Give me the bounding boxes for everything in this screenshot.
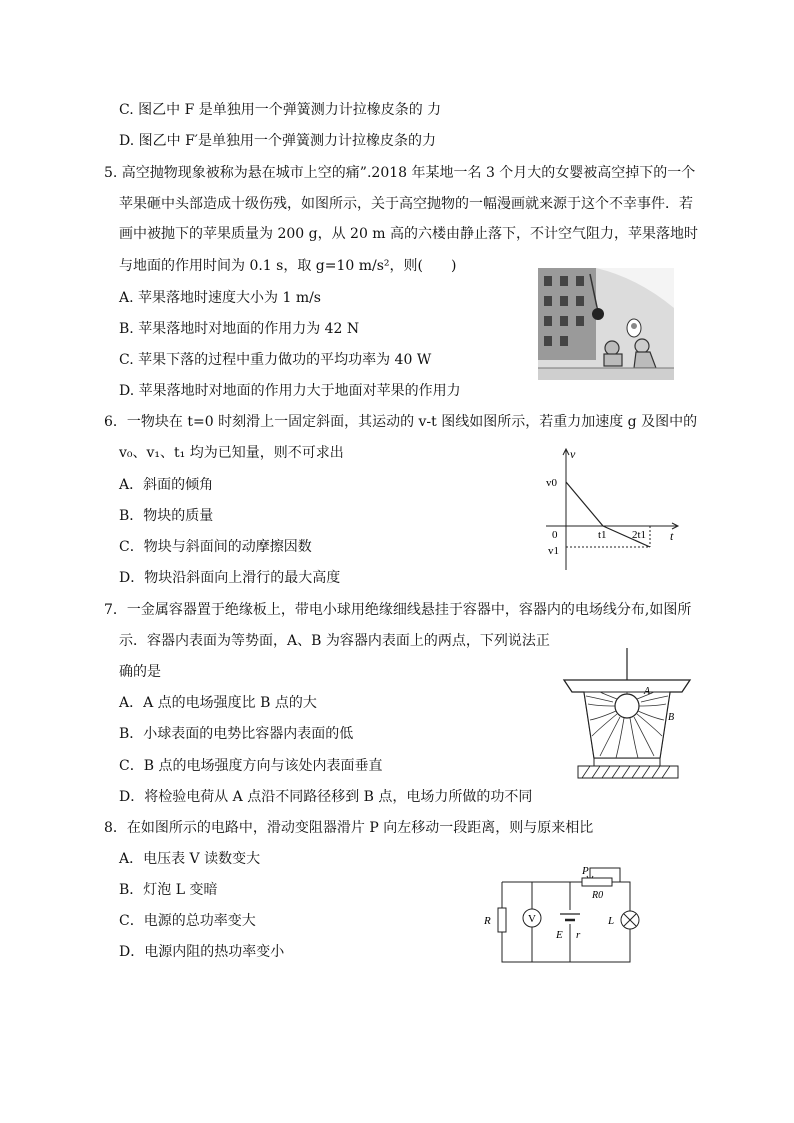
resistor-r-label: R (484, 915, 491, 927)
internal-r-label: r (576, 929, 581, 941)
q5-stem-line3: 画中被抛下的苹果质量为 200 g，从 20 m 高的六楼由静止落下，不计空气阻力，苹果落地时 (119, 226, 699, 242)
point-b-label: B (668, 712, 675, 723)
v1-label: v1 (548, 545, 559, 557)
t1-label: t1 (598, 529, 607, 541)
metal-container-figure (560, 648, 694, 784)
q7-option-c: C．B 点的电场强度方向与该处内表面垂直 (119, 758, 383, 774)
q8-option-b: B．灯泡 L 变暗 (119, 882, 218, 898)
q5-stem-line2: 苹果砸中头部造成十级伤残，如图所示，关于高空抛物的一幅漫画就来源于这个不幸事件．若 (119, 196, 693, 212)
q6-option-c: C．物块与斜面间的动摩擦因数 (119, 539, 312, 555)
2t1-label: 2t1 (632, 529, 647, 541)
emf-e-label: E (556, 929, 563, 941)
q7-option-b: B．小球表面的电势比容器内表面的低 (119, 726, 354, 742)
v-axis-label: v (570, 447, 576, 461)
q8-option-d: D．电源内阻的热功率变小 (119, 944, 285, 960)
q5-stem-line4: 与地面的作用时间为 0.1 s，取 g=10 m/s²，则( ) (119, 258, 457, 274)
q6-option-b: B．物块的质量 (119, 508, 214, 524)
lamp-l-label: L (608, 915, 615, 927)
falling-apple-cartoon (538, 268, 674, 380)
q7-stem-line3: 确的是 (119, 664, 161, 680)
q6-option-a: A．斜面的倾角 (119, 477, 214, 493)
slider-p-label: P (582, 865, 589, 877)
q6-stem-line2: v₀、v₁、t₁ 均为已知量，则不可求出 (119, 445, 344, 461)
v0-label: v0 (546, 477, 557, 489)
q6-stem-line1: 6．一物块在 t=0 时刻滑上一固定斜面，其运动的 v-t 图线如图所示，若重力加速度 g 及图中的 (104, 414, 698, 430)
q7-stem-line1: 7．一金属容器置于绝缘板上，带电小球用绝缘细线悬挂于容器中，容器内的电场线分布,如图所 (104, 602, 692, 618)
vt-graph (540, 446, 682, 574)
voltmeter-label: V (528, 913, 536, 925)
q7-option-a: A．A 点的电场强度比 B 点的大 (119, 695, 317, 711)
q5-stem-line1: 5. 高空抛物现象被称为悬在城市上空的痛”.2018 年某地一名 3 个月大的女婴被高空掉下的一个 (104, 165, 696, 181)
q5-option-a: A. 苹果落地时速度大小为 1 m/s (119, 290, 321, 306)
circuit-diagram (480, 858, 646, 966)
q5-option-b: B. 苹果落地时对地面的作用力为 42 N (119, 321, 360, 337)
q5-option-d: D. 苹果落地时对地面的作用力大于地面对苹果的作用力 (119, 383, 461, 399)
q4-option-d: D. 图乙中 F′是单独用一个弹簧测力计拉橡皮条的力 (119, 133, 436, 149)
q5-option-c: C. 苹果下落的过程中重力做功的平均功率为 40 W (119, 352, 432, 368)
q8-stem-line1: 8．在如图所示的电路中，滑动变阻器滑片 P 向左移动一段距离，则与原来相比 (104, 820, 594, 836)
r0-label: R0 (592, 890, 604, 901)
q8-option-c: C．电源的总功率变大 (119, 913, 256, 929)
q6-option-d: D．物块沿斜面向上滑行的最大高度 (119, 570, 341, 586)
origin-label: 0 (552, 529, 558, 541)
point-a-label: A (644, 686, 651, 697)
q7-option-d: D．将检验电荷从 A 点沿不同路径移到 B 点，电场力所做的功不同 (119, 789, 533, 805)
q4-option-c: C. 图乙中 F 是单独用一个弹簧测力计拉橡皮条的 力 (119, 102, 442, 118)
q7-stem-line2: 示．容器内表面为等势面，A、B 为容器内表面上的两点，下列说法正 (119, 633, 550, 649)
t-axis-label: t (670, 529, 674, 543)
q8-option-a: A．电压表 V 读数变大 (119, 851, 261, 867)
